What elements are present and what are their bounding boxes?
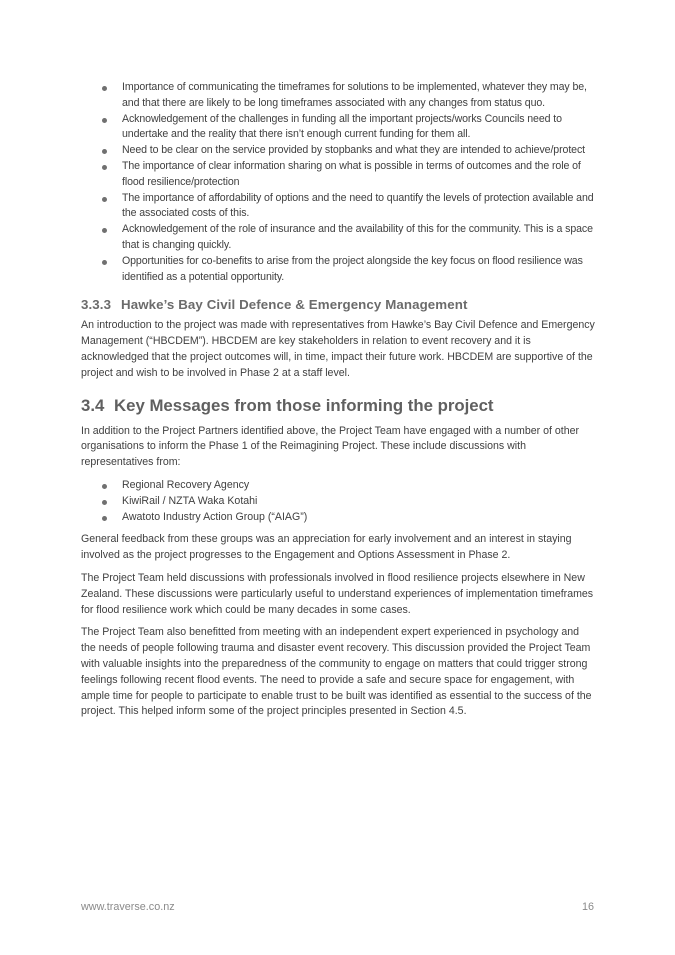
list-item xyxy=(81,510,595,526)
section-34-intro: In addition to the Project Partners identified above, the Project Team have engaged with a number of other organisations to inform the Phase 1 of the Reimagining Project. These include discussions with representatives from: xyxy=(81,424,580,469)
list-item xyxy=(81,254,595,286)
list-item xyxy=(81,80,595,112)
section-title: Hawke’s Bay Civil Defence & Emergency Management xyxy=(121,297,468,313)
bullet-icon xyxy=(102,197,107,202)
list-item xyxy=(81,222,595,254)
expert-paragraph: The Project Team also benefitted from meeting with an independent expert experienced in psychology and the needs of people following trauma and disaster event recovery. This discussion provided the Project Team with valuable insights into the preparedness of the community to engage on matters that could trigger strong feelings following recent flood events. The need to provide a safe and secure space for engagement, with ample time for people to participate to enable trust to be built was identified as essential to the success of the project. This helped inform some of the project principles presented in Section 4.5. xyxy=(81,626,592,718)
list-item-text: Acknowledgement of the role of insurance and the availability of this for the community. This is a space that is changing quickly. xyxy=(122,223,593,251)
bullet-icon xyxy=(102,516,107,521)
general-feedback-paragraph: General feedback from these groups was an appreciation for early involvement and an interest in staying involved as the project progresses to the Engagement and Options Assessment in Phase 2. xyxy=(81,533,572,562)
list-item-text: Opportunities for co-benefits to arise from the project alongside the key focus on flood resilience was identified as a potential opportunity. xyxy=(122,254,583,283)
list-item-text: Need to be clear on the service provided by stopbanks and what they are intended to achieve/protect xyxy=(122,144,585,157)
footer-website: www.traverse.co.nz xyxy=(81,901,175,913)
list-item-text: Acknowledgement of the challenges in funding all the important projects/works Councils need to undertake and the reality that there isn’t enough current funding for them all. xyxy=(122,112,562,141)
list-item-text: Importance of communicating the timeframes for solutions to be implemented, whatever they may be, and that there are likely to be long timeframes associated with any changes from status quo. xyxy=(122,81,587,109)
bullet-icon xyxy=(102,149,107,154)
bullet-icon xyxy=(102,484,107,489)
section-333-heading xyxy=(81,297,595,312)
bullet-icon xyxy=(102,260,107,265)
list-item-text: The importance of clear information sharing on what is possible in terms of outcomes and the role of flood resilience/protection xyxy=(122,159,581,188)
feedback-bullet-list xyxy=(81,80,595,285)
list-item xyxy=(81,143,595,159)
list-item xyxy=(81,191,595,223)
bullet-icon xyxy=(102,228,107,233)
professionals-paragraph: The Project Team held discussions with professionals involved in flood resilience projects elsewhere in New Zealand. These discussions were particularly useful to understand experiences of implementation timeframes for flood resilience work which could be many decades in some cases. xyxy=(81,571,594,616)
section-title: Key Messages from those informing the project xyxy=(114,395,494,415)
list-item-text: KiwiRail / NZTA Waka Kotahi xyxy=(122,494,258,507)
list-item-text: Awatoto Industry Action Group (“AIAG”) xyxy=(122,510,308,523)
page-number: 16 xyxy=(581,901,594,913)
list-item xyxy=(81,159,595,191)
bullet-icon xyxy=(102,118,107,123)
bullet-icon xyxy=(102,165,107,170)
section-34-heading xyxy=(81,396,595,416)
list-item xyxy=(81,478,595,494)
list-item xyxy=(81,112,595,144)
bullet-icon xyxy=(102,500,107,505)
list-item-text: The importance of affordability of options and the need to quantify the levels of protection available and the associated costs of this. xyxy=(122,191,594,220)
bullet-icon xyxy=(102,86,107,91)
section-number: 3.3.3 xyxy=(81,297,112,313)
organisation-list xyxy=(81,478,595,525)
list-item xyxy=(81,494,595,510)
section-333-paragraph: An introduction to the project was made with representatives from Hawke’s Bay Civil Defence and Emergency Management (“HBCDEM”). HBCDEM are key stakeholders in relation to event recovery and it is acknowledged that the project outcomes will, in time, impact their future work. HBCDEM are supportive of the project and wish to be involved in Phase 2 at a staff level. xyxy=(81,319,595,379)
list-item-text: Regional Recovery Agency xyxy=(122,478,250,491)
page-content xyxy=(81,80,595,727)
section-number: 3.4 xyxy=(81,395,105,415)
